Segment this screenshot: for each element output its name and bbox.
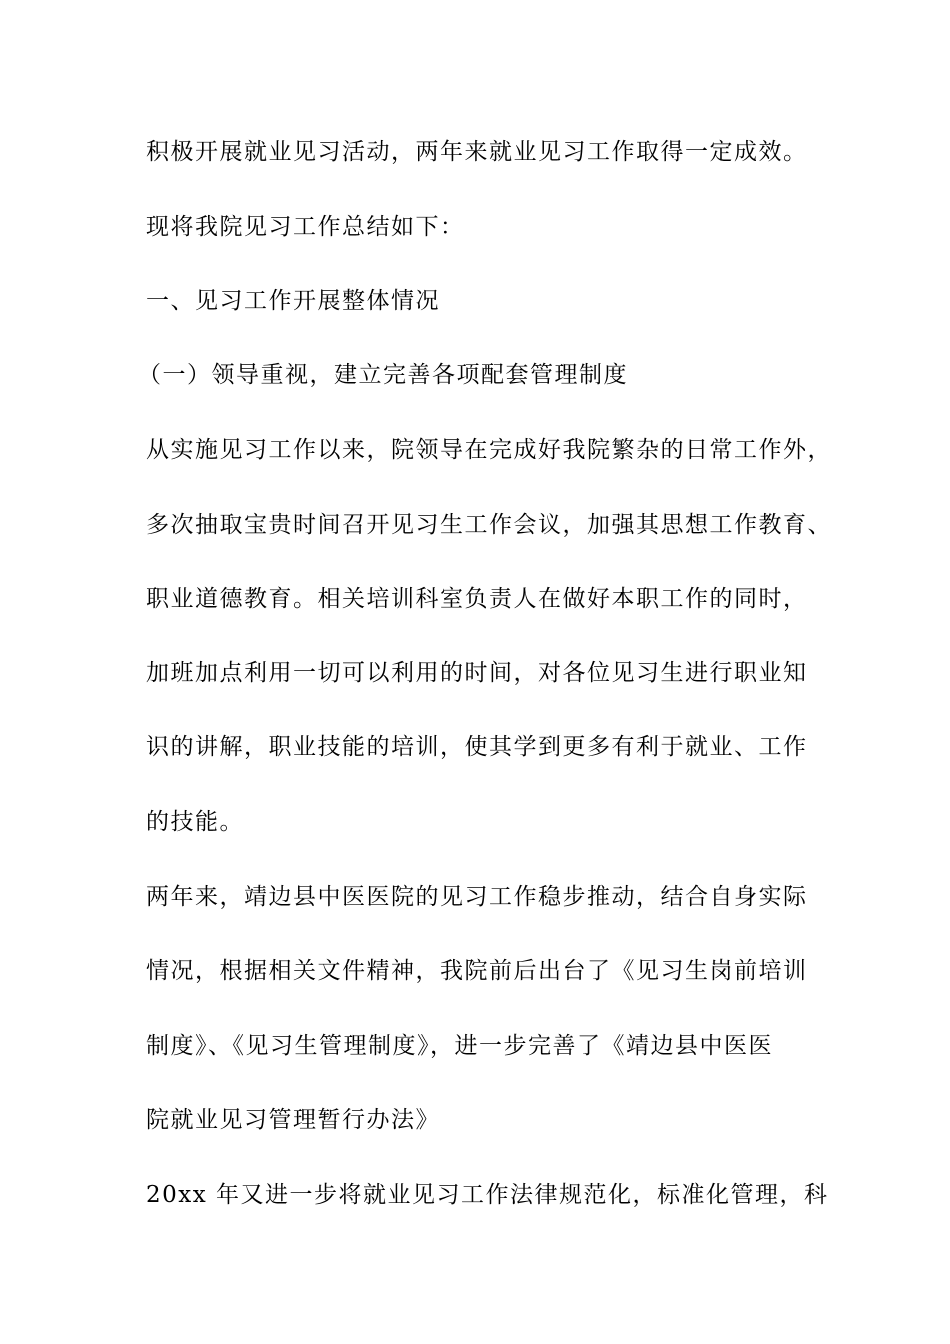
text-line: 院就业见习管理暂行办法》 [146,1107,440,1133]
text-line: 制度》、《见习生管理制度》，进一步完善了《靖边县中医医 [146,1033,773,1059]
text-line: 积极开展就业见习活动，两年来就业见习工作取得一定成效。 [146,139,808,165]
text-line: 两年来，靖边县中医医院的见习工作稳步推动，结合自身实际 [146,884,808,910]
text-line: 情况，根据相关文件精神，我院前后出台了《见习生岗前培训 [146,958,808,984]
subsection-heading: （一）领导重视，建立完善各项配套管理制度 [138,362,628,388]
text-line: 多次抽取宝贵时间召开见习生工作会议，加强其思想工作教育、 [146,512,832,538]
text-line: 从实施见习工作以来，院领导在完成好我院繁杂的日常工作外， [146,437,832,463]
text-line: 现将我院见习工作总结如下： [146,214,465,240]
section-heading: 一、见习工作开展整体情况 [146,288,440,314]
text-line: 的技能。 [146,809,244,835]
text-line: 职业道德教育。相关培训科室负责人在做好本职工作的同时， [146,586,808,612]
text-line: 识的讲解，职业技能的培训，使其学到更多有利于就业、工作 [146,734,808,760]
text-line: 加班加点利用一切可以利用的时间，对各位见习生进行职业知 [146,660,808,686]
text-line: 20xx 年又进一步将就业见习工作法律规范化，标准化管理，科 [146,1182,829,1208]
